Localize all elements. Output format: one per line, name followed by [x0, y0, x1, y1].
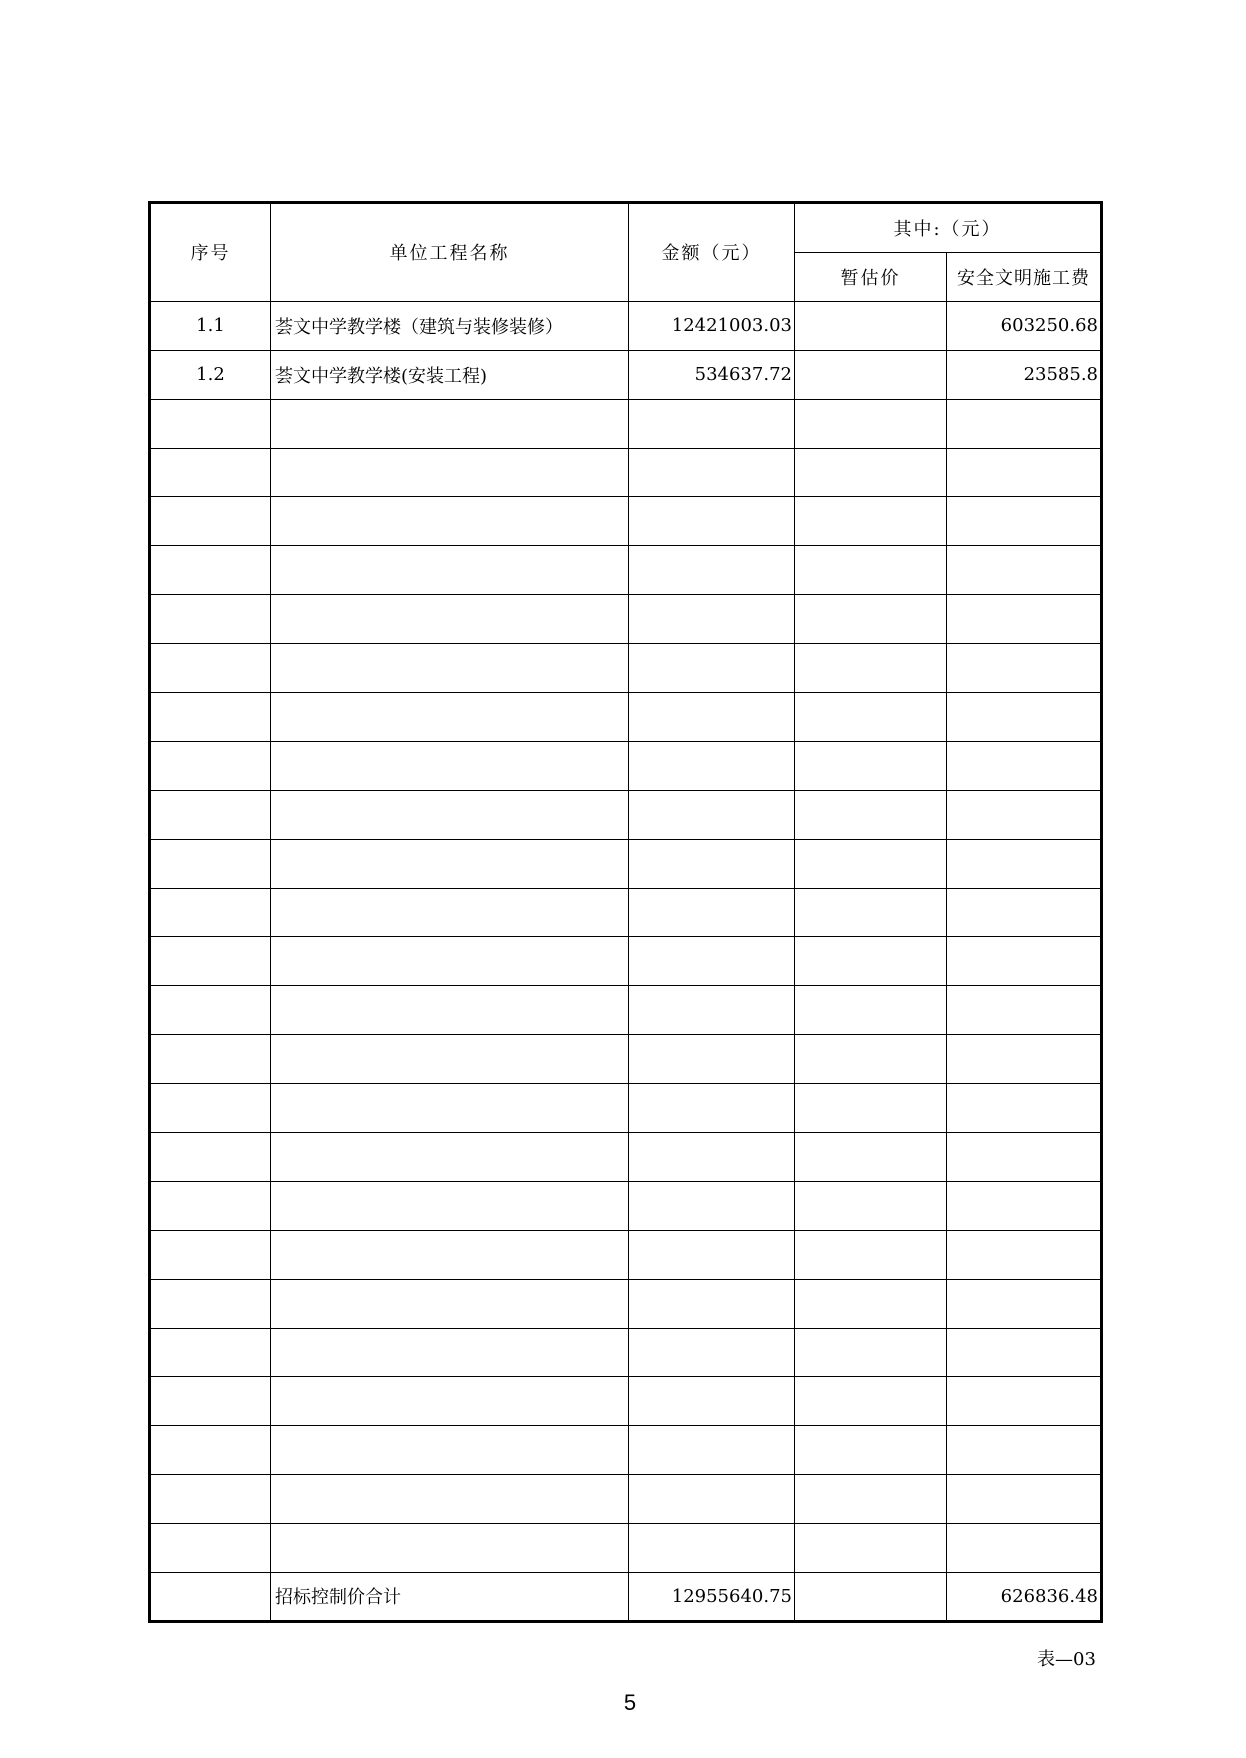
cell-amount [629, 888, 795, 937]
cell-safety [947, 790, 1102, 839]
cell-amount [629, 644, 795, 693]
cell-seq [150, 1181, 271, 1230]
cell-seq [150, 1524, 271, 1573]
table-row [150, 350, 1102, 399]
table-row [150, 1475, 1102, 1524]
cell-safety: 23585.8 [947, 350, 1102, 399]
cell-safety [947, 448, 1102, 497]
cell-name [271, 448, 629, 497]
table-row [150, 1035, 1102, 1084]
cell-amount [629, 546, 795, 595]
table-row [150, 497, 1102, 546]
cell-amount [629, 1475, 795, 1524]
cell-safety [947, 1279, 1102, 1328]
cell-amount [629, 693, 795, 742]
cell-seq [150, 497, 271, 546]
table-body [150, 301, 1102, 1621]
table-row [150, 1524, 1102, 1573]
form-code: 表—03 [1037, 1649, 1096, 1670]
cell-name [271, 888, 629, 937]
cell-safety [947, 1524, 1102, 1573]
cell-seq [150, 1084, 271, 1133]
cell-provisional [795, 1426, 947, 1475]
cell-safety [947, 1377, 1102, 1426]
cell-seq [150, 595, 271, 644]
total-provisional [795, 1573, 947, 1622]
cell-safety: 603250.68 [947, 301, 1102, 350]
table-row [150, 448, 1102, 497]
cell-provisional [795, 1524, 947, 1573]
cell-amount [629, 1377, 795, 1426]
page-number: 5 [623, 1690, 637, 1715]
cell-provisional [795, 1133, 947, 1182]
table-row [150, 1377, 1102, 1426]
cell-amount [629, 1181, 795, 1230]
total-amount: 12955640.75 [629, 1573, 795, 1622]
header-name: 单位工程名称 [271, 203, 629, 302]
cell-amount [629, 937, 795, 986]
cell-provisional [795, 1279, 947, 1328]
cell-name [271, 1377, 629, 1426]
cell-seq [150, 741, 271, 790]
cell-safety [947, 399, 1102, 448]
table-row [150, 888, 1102, 937]
cell-seq [150, 399, 271, 448]
table-row [150, 839, 1102, 888]
cell-safety [947, 1328, 1102, 1377]
cell-seq [150, 1133, 271, 1182]
cell-safety [947, 741, 1102, 790]
cell-amount [629, 1279, 795, 1328]
cell-provisional [795, 986, 947, 1035]
cell-amount [629, 790, 795, 839]
table-row [150, 595, 1102, 644]
table-row [150, 1230, 1102, 1279]
cell-seq [150, 448, 271, 497]
cell-seq [150, 888, 271, 937]
cell-name [271, 1475, 629, 1524]
cell-name [271, 937, 629, 986]
table-row [150, 546, 1102, 595]
table-row [150, 741, 1102, 790]
cell-name [271, 1084, 629, 1133]
cell-safety [947, 497, 1102, 546]
cell-seq [150, 546, 271, 595]
cell-provisional [795, 595, 947, 644]
cell-amount [629, 448, 795, 497]
cell-provisional [795, 1181, 947, 1230]
cell-name [271, 644, 629, 693]
table-row [150, 301, 1102, 350]
total-label: 招标控制价合计 [271, 1573, 629, 1622]
cell-name: 荟文中学教学楼（建筑与装修装修） [271, 301, 629, 350]
cell-seq [150, 1230, 271, 1279]
cell-safety [947, 1133, 1102, 1182]
header-provisional: 暂估价 [795, 253, 947, 302]
cell-name [271, 1426, 629, 1475]
cell-name [271, 595, 629, 644]
cell-safety [947, 595, 1102, 644]
cell-provisional [795, 350, 947, 399]
cell-safety [947, 644, 1102, 693]
cell-safety [947, 546, 1102, 595]
cell-provisional [795, 448, 947, 497]
table-row [150, 1426, 1102, 1475]
cell-name [271, 986, 629, 1035]
cell-seq [150, 790, 271, 839]
cell-safety [947, 937, 1102, 986]
cell-seq: 1.1 [150, 301, 271, 350]
cell-provisional [795, 644, 947, 693]
table-row [150, 937, 1102, 986]
cell-provisional [795, 790, 947, 839]
cell-seq [150, 644, 271, 693]
header-of-which: 其中:（元） [795, 203, 1102, 253]
cell-amount [629, 1084, 795, 1133]
cell-safety [947, 888, 1102, 937]
cell-amount [629, 399, 795, 448]
cell-name [271, 741, 629, 790]
header-seq: 序号 [150, 203, 271, 302]
cell-name [271, 1230, 629, 1279]
table-row [150, 1133, 1102, 1182]
cell-provisional [795, 497, 947, 546]
cell-name [271, 546, 629, 595]
cell-name [271, 839, 629, 888]
cell-name [271, 1524, 629, 1573]
cell-amount: 12421003.03 [629, 301, 795, 350]
table-row [150, 1181, 1102, 1230]
cell-name [271, 1133, 629, 1182]
table-row [150, 986, 1102, 1035]
cell-amount [629, 595, 795, 644]
header-safety: 安全文明施工费 [947, 253, 1102, 302]
total-row [150, 1573, 1102, 1622]
cell-seq [150, 1279, 271, 1328]
cell-provisional [795, 1230, 947, 1279]
cell-seq: 1.2 [150, 350, 271, 399]
cell-seq [150, 693, 271, 742]
cell-provisional [795, 888, 947, 937]
cell-name [271, 1035, 629, 1084]
cell-name [271, 1328, 629, 1377]
cell-provisional [795, 546, 947, 595]
cell-provisional [795, 839, 947, 888]
bid-summary-table [148, 201, 1103, 1623]
cell-name [271, 1279, 629, 1328]
cell-name [271, 1181, 629, 1230]
cell-safety [947, 1426, 1102, 1475]
cell-seq [150, 1035, 271, 1084]
table-row [150, 790, 1102, 839]
table-row [150, 644, 1102, 693]
cell-amount [629, 1035, 795, 1084]
table-row [150, 1279, 1102, 1328]
cell-safety [947, 1035, 1102, 1084]
cell-amount [629, 741, 795, 790]
cell-provisional [795, 1035, 947, 1084]
cell-provisional [795, 1328, 947, 1377]
cell-amount [629, 1524, 795, 1573]
cell-safety [947, 693, 1102, 742]
cell-provisional [795, 301, 947, 350]
cell-safety [947, 1181, 1102, 1230]
cell-provisional [795, 1377, 947, 1426]
header-amount: 金额（元） [629, 203, 795, 302]
cell-amount [629, 1230, 795, 1279]
cell-provisional [795, 693, 947, 742]
cell-safety [947, 1230, 1102, 1279]
cell-safety [947, 1084, 1102, 1133]
cell-safety [947, 1475, 1102, 1524]
cell-amount [629, 1328, 795, 1377]
cell-provisional [795, 937, 947, 986]
cell-seq [150, 937, 271, 986]
cell-provisional [795, 741, 947, 790]
cell-seq [150, 1573, 271, 1622]
cell-seq [150, 1426, 271, 1475]
cell-seq [150, 986, 271, 1035]
cell-seq [150, 1328, 271, 1377]
cell-name [271, 497, 629, 546]
cell-provisional [795, 399, 947, 448]
cell-safety [947, 986, 1102, 1035]
cell-seq [150, 839, 271, 888]
cell-name [271, 399, 629, 448]
cell-amount [629, 1426, 795, 1475]
cell-amount [629, 1133, 795, 1182]
table-row [150, 399, 1102, 448]
table-row [150, 693, 1102, 742]
cell-provisional [795, 1084, 947, 1133]
table-row [150, 1328, 1102, 1377]
total-safety: 626836.48 [947, 1573, 1102, 1622]
cell-name: 荟文中学教学楼(安装工程) [271, 350, 629, 399]
cell-provisional [795, 1475, 947, 1524]
cell-amount [629, 839, 795, 888]
cell-amount [629, 497, 795, 546]
cell-safety [947, 839, 1102, 888]
cell-seq [150, 1377, 271, 1426]
cell-name [271, 693, 629, 742]
cell-amount [629, 986, 795, 1035]
table-row [150, 1084, 1102, 1133]
cell-seq [150, 1475, 271, 1524]
cell-amount: 534637.72 [629, 350, 795, 399]
cell-name [271, 790, 629, 839]
